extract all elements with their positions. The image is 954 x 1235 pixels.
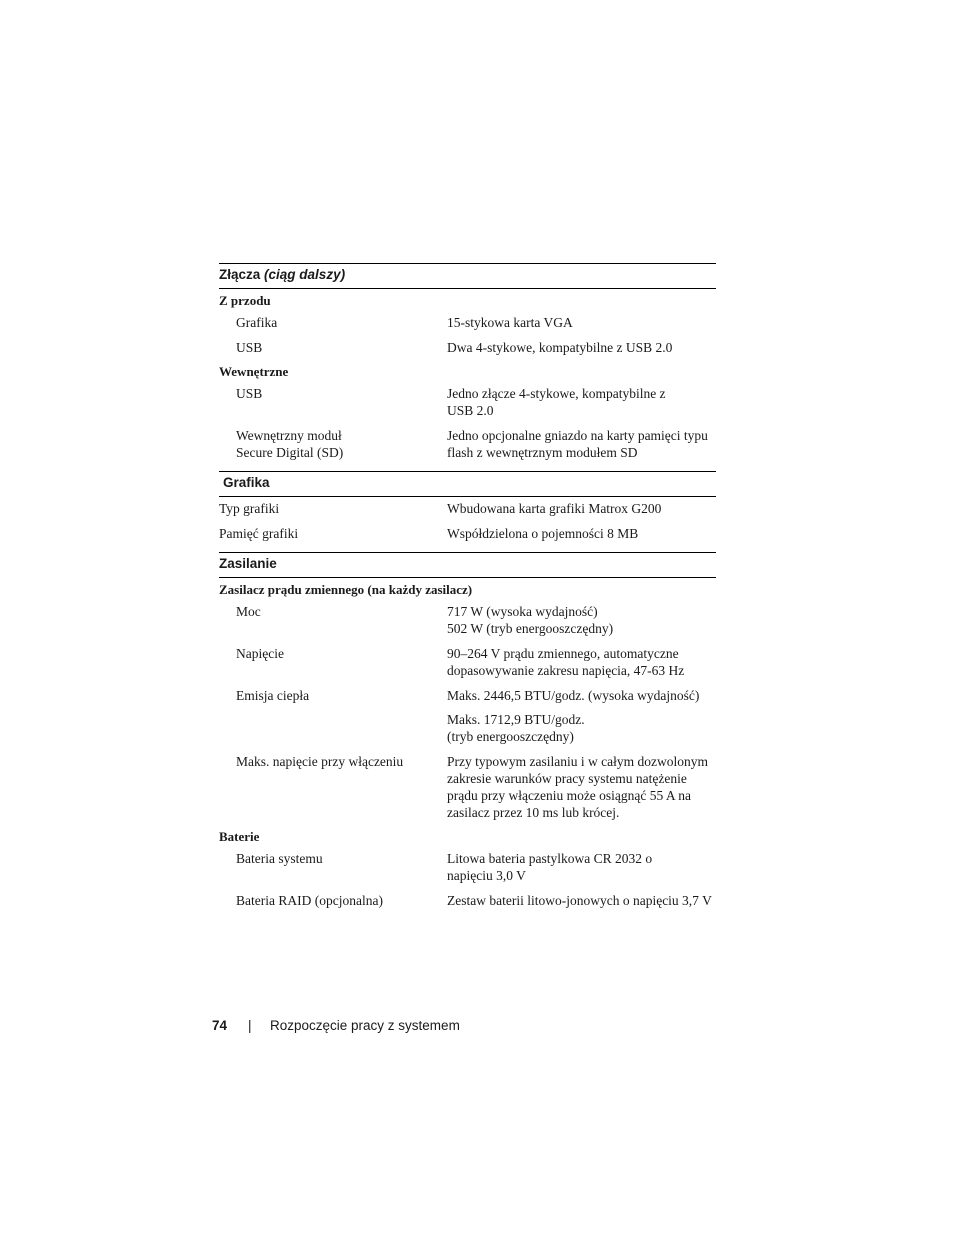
spec-value: Dwa 4-stykowe, kompatybilne z USB 2.0 bbox=[447, 340, 673, 355]
section-title: Złącza bbox=[219, 267, 261, 282]
spec-value bbox=[447, 603, 716, 637]
subheading-ac-psu: Zasilacz prądu zmiennego (na każdy zasilacz) bbox=[219, 582, 473, 597]
spec-value bbox=[447, 385, 716, 419]
footer-separator: | bbox=[248, 1018, 252, 1033]
section-header-graphics bbox=[219, 471, 716, 497]
spec-row bbox=[219, 525, 716, 542]
spec-label: Maks. napięcie przy włączeniu bbox=[236, 754, 404, 769]
spec-label bbox=[219, 427, 447, 461]
spec-value-line: Maks. 1712,9 BTU/godz. bbox=[447, 712, 585, 727]
spec-label: USB bbox=[236, 340, 263, 355]
chapter-title: Rozpoczęcie pracy z systemem bbox=[270, 1018, 460, 1033]
spec-label: Bateria RAID (opcjonalna) bbox=[236, 893, 383, 908]
section-title-suffix: (ciąg dalszy) bbox=[264, 267, 346, 282]
spec-value-line: Litowa bateria pastylkowa CR 2032 o bbox=[447, 851, 653, 866]
spec-value-line: dopasowywanie zakresu napięcia, 47-63 Hz bbox=[447, 663, 685, 678]
subheading-internal: Wewnętrzne bbox=[219, 364, 289, 379]
spec-value-line: prądu przy włączeniu może osiągnąć 55 A na bbox=[447, 788, 692, 803]
spec-label: Bateria systemu bbox=[236, 851, 323, 866]
spec-label: Napięcie bbox=[236, 646, 284, 661]
spec-value-line: Jedno opcjonalne gniazdo na karty pamięci typu bbox=[447, 428, 708, 443]
spec-value: Współdzielona o pojemności 8 MB bbox=[447, 526, 639, 541]
spec-value bbox=[447, 753, 716, 821]
spec-table bbox=[219, 263, 716, 909]
spec-row bbox=[219, 603, 716, 637]
spec-value bbox=[447, 427, 716, 461]
spec-value bbox=[447, 687, 716, 745]
spec-value: Zestaw baterii litowo-jonowych o napięciu 3,7 V bbox=[447, 893, 712, 908]
spec-value-line: 717 W (wysoka wydajność) bbox=[447, 604, 598, 619]
spec-label-line: Secure Digital (SD) bbox=[236, 445, 344, 460]
spec-row bbox=[219, 500, 716, 517]
spec-value bbox=[447, 645, 716, 679]
spec-value-line: (tryb energooszczędny) bbox=[447, 729, 574, 744]
spec-row bbox=[219, 385, 716, 419]
spec-value-line: flash z wewnętrznym modułem SD bbox=[447, 445, 638, 460]
spec-row bbox=[219, 850, 716, 884]
spec-label: Moc bbox=[236, 604, 261, 619]
spec-label: Pamięć grafiki bbox=[219, 526, 299, 541]
spec-value-line: 502 W (tryb energooszczędny) bbox=[447, 621, 614, 636]
spec-value-line: Jedno złącze 4-stykowe, kompatybilne z bbox=[447, 386, 666, 401]
spec-value-line: napięciu 3,0 V bbox=[447, 868, 526, 883]
section-header-power bbox=[219, 552, 716, 578]
spec-value: Wbudowana karta grafiki Matrox G200 bbox=[447, 501, 662, 516]
spec-row bbox=[219, 314, 716, 331]
spec-row bbox=[219, 753, 716, 821]
subheading-batteries: Baterie bbox=[219, 829, 260, 844]
section-header-connectors bbox=[219, 263, 716, 289]
spec-value: 15-stykowa karta VGA bbox=[447, 315, 573, 330]
page-footer bbox=[212, 1018, 460, 1033]
spec-label: Grafika bbox=[236, 315, 278, 330]
spec-value-line: zasilacz przez 10 ms lub krócej. bbox=[447, 805, 620, 820]
section-title: Zasilanie bbox=[219, 556, 277, 571]
spec-value-line: zakresie warunków pracy systemu natężenie bbox=[447, 771, 687, 786]
spec-label: USB bbox=[236, 386, 263, 401]
spec-value-line: USB 2.0 bbox=[447, 403, 494, 418]
spec-row bbox=[219, 427, 716, 461]
spec-value bbox=[447, 850, 716, 884]
spec-row bbox=[219, 892, 716, 909]
spec-row bbox=[219, 339, 716, 356]
spec-value-line: Maks. 2446,5 BTU/godz. (wysoka wydajność) bbox=[447, 688, 700, 703]
subheading-front: Z przodu bbox=[219, 293, 271, 308]
spec-row bbox=[219, 645, 716, 679]
spec-label-line: Wewnętrzny moduł bbox=[236, 428, 342, 443]
spec-row bbox=[219, 687, 716, 745]
spec-value-line: Przy typowym zasilaniu i w całym dozwolonym bbox=[447, 754, 708, 769]
section-title: Grafika bbox=[223, 475, 270, 490]
page-number: 74 bbox=[212, 1018, 228, 1033]
spec-label: Typ grafiki bbox=[219, 501, 280, 516]
spec-value-line: 90–264 V prądu zmiennego, automatyczne bbox=[447, 646, 679, 661]
spec-label: Emisja ciepła bbox=[236, 688, 310, 703]
